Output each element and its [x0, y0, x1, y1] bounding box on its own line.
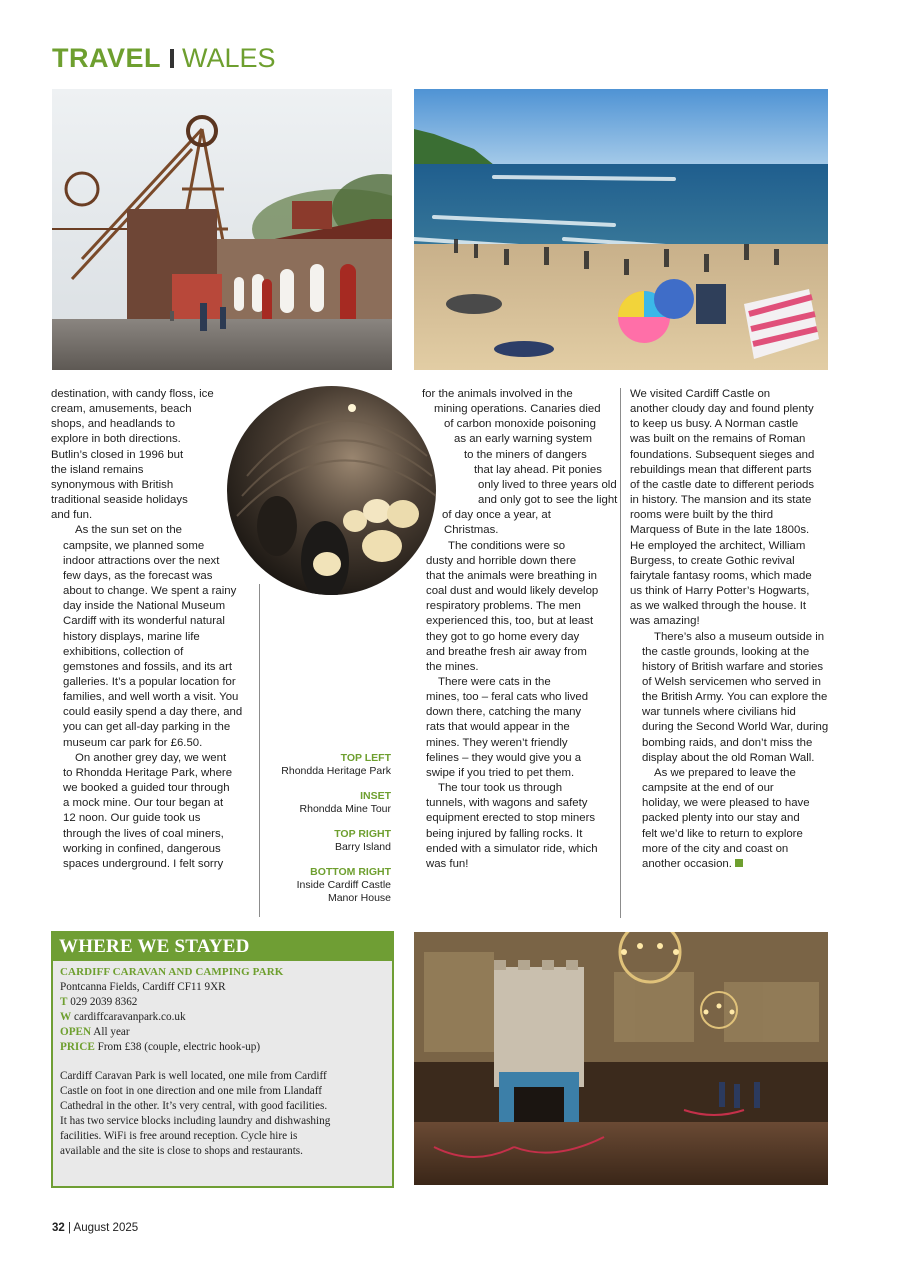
text-line: felt we’d like to return to explore	[642, 827, 803, 840]
text-line: available and the site is close to shops and restaurants.	[60, 1145, 303, 1157]
text-line: experienced this, too, but at least	[426, 615, 594, 628]
photo-barry-island	[414, 89, 828, 370]
paragraph	[414, 387, 618, 539]
paragraph	[414, 675, 614, 781]
text-line: day inside the National Museum	[63, 600, 226, 613]
column-rule	[620, 388, 621, 918]
paragraph	[51, 387, 243, 523]
text-line: There’s also a museum outside in	[654, 630, 825, 643]
text-line: that lay ahead. Pit ponies	[474, 463, 602, 476]
park-website: W cardiffcaravanpark.co.uk	[60, 1011, 186, 1023]
text-line: swipe if you tried to pet them.	[426, 766, 575, 779]
text-line: of Welsh servicemen who served in	[642, 675, 821, 688]
caption	[258, 866, 391, 905]
text-line: We visited Cardiff Castle on	[630, 388, 771, 400]
text-line: that the animals were breathing in	[426, 569, 597, 582]
text-line: mines. They weren’t friendly	[426, 736, 568, 749]
text-line: It has two service blocks including laundry and dishwashing	[60, 1115, 331, 1127]
photo-castle-hall	[414, 932, 828, 1185]
text-line: more of the city and coast on	[642, 842, 789, 855]
text-line: mining operations. Canaries died	[434, 403, 601, 416]
text-line: to the miners of dangers	[464, 448, 587, 461]
page-number: 32	[52, 1222, 65, 1234]
text-line: bombing raids, and don’t miss the	[642, 736, 813, 749]
text-line: display about the old Roman Wall.	[642, 751, 815, 764]
text-line: being injured by falling rocks. It	[426, 827, 583, 840]
text-line: rats that would appear in the	[426, 721, 570, 734]
text-line: museum car park for £6.50.	[63, 736, 203, 749]
text-line: facilities. WiFi is free around reception. Cycle hire is	[60, 1130, 298, 1142]
text-line: exhibitions, collection of	[63, 645, 184, 658]
caption-text: Rhondda Heritage Park	[281, 765, 391, 777]
text-line: felines – they would give you a	[426, 751, 582, 764]
caption-position: TOP RIGHT	[334, 828, 391, 840]
text-line: cream, amusements, beach	[51, 403, 192, 416]
text-line: The conditions were so	[448, 539, 566, 552]
text-line: during the Second World War, during	[642, 721, 829, 734]
text-line: mines, too – feral cats who lived	[426, 691, 589, 704]
photo-captions	[258, 752, 391, 917]
text-line: ended with a simulator ride, which	[426, 842, 598, 855]
where-we-stayed-box	[51, 931, 394, 1188]
text-line: down there, catching the many	[426, 706, 582, 719]
text-line: On another grey day, we went	[75, 751, 227, 764]
text-line: another cloudy day and found plenty	[630, 403, 814, 416]
text-line: another occasion.	[630, 857, 835, 872]
text-line: packed plenty into our stay and	[642, 812, 800, 825]
text-line: Burgess, to create Gothic revival	[630, 554, 795, 567]
text-line: you can get all-day parking in the	[63, 721, 231, 734]
paragraph	[51, 523, 243, 750]
text-line: the island remains	[51, 463, 144, 476]
text-line: shops, and headlands to	[51, 418, 176, 431]
text-line: to keep us busy. A Norman castle	[630, 418, 799, 431]
text-line: destination, with candy floss, ice	[51, 388, 214, 400]
park-name: CARDIFF CARAVAN AND CAMPING PARK	[60, 966, 284, 978]
text-line: could easily spend a day there, and	[63, 706, 243, 719]
section-title: TRAVEL	[52, 43, 161, 73]
where-we-stayed-heading: WHERE WE STAYED	[53, 933, 392, 961]
paragraph	[630, 630, 835, 766]
text-line: campsite, we planned some	[63, 539, 205, 552]
body-column-3	[630, 387, 835, 872]
park-address: Pontcanna Fields, Cardiff CF11 9XR	[60, 981, 226, 993]
text-line: for the animals involved in the	[422, 388, 573, 400]
text-line: foundations. Subsequent sieges and	[630, 448, 815, 461]
text-line: dusty and horrible down there	[426, 554, 577, 567]
text-line: He employed the architect, William	[630, 539, 806, 552]
caption	[258, 790, 391, 816]
text-line: Cathedral in the other. It’s very central, with good facilities.	[60, 1100, 328, 1112]
end-marker-icon	[735, 859, 743, 867]
text-line: of carbon monoxide poisoning	[444, 418, 596, 431]
text-line: rebuildings mean that different parts	[630, 463, 812, 476]
text-line: history displays, marine life	[63, 630, 200, 643]
text-line: holiday, we were pleased to have	[642, 797, 810, 810]
issue-date: August 2025	[73, 1222, 139, 1234]
text-line: traditional seaside holidays	[51, 494, 188, 507]
section-header	[52, 42, 276, 74]
text-line: a mock mine. Our tour began at	[63, 797, 224, 810]
text-line: Butlin’s closed in 1996 but	[51, 448, 184, 461]
text-line: As the sun set on the	[75, 524, 183, 537]
text-line: was fun!	[426, 857, 469, 870]
text-line: Cardiff with its wonderful natural	[63, 615, 225, 628]
photo-heritage-park	[52, 89, 392, 370]
text-line: campsite at the end of our	[642, 782, 774, 795]
text-line: Christmas.	[444, 524, 499, 537]
caption	[258, 828, 391, 854]
text-line: coal dust and would likely develop	[426, 585, 599, 598]
text-line: indoor attractions over the next	[63, 554, 220, 567]
text-line: families, and well worth a visit. You	[63, 691, 239, 704]
text-line: rooms were built by the third	[630, 509, 774, 522]
caption-position: INSET	[360, 790, 391, 802]
park-phone: T 029 2039 8362	[60, 996, 138, 1008]
text-line: war tunnels where civilians hid	[642, 706, 796, 719]
header-divider	[170, 49, 174, 68]
text-line: explore in both directions.	[51, 433, 181, 446]
text-line: gemstones and fossils, and its art	[63, 660, 233, 673]
text-line: spaces underground. I felt sorry	[63, 857, 224, 870]
text-line: only lived to three years old	[478, 478, 617, 491]
park-price: PRICE From £38 (couple, electric hook-up)	[60, 1041, 261, 1053]
text-line: galleries. It’s a popular location for	[63, 675, 236, 688]
text-line: synonymous with British	[51, 478, 174, 491]
text-line: working in confined, dangerous	[63, 842, 221, 855]
park-description	[60, 1069, 385, 1159]
text-line: the mines.	[426, 660, 479, 673]
text-line: and only got to see the light	[478, 494, 618, 507]
text-line: they got to go home every day	[426, 630, 580, 643]
text-line: as we walked through the house. It	[630, 600, 807, 613]
text-line: respiratory problems. The men	[426, 600, 581, 613]
text-line: through the lives of coal miners,	[63, 827, 224, 840]
text-line: about to change. We spent a rainy	[63, 585, 237, 598]
text-line: history of British warfare and stories	[642, 660, 824, 673]
text-line: Castle on foot in one direction and one mile from Llandaff	[60, 1085, 323, 1097]
paragraph	[630, 766, 835, 872]
paragraph	[414, 539, 614, 675]
text-line: and fun.	[51, 509, 93, 522]
text-line: Marquess of Bute in the late 1800s.	[630, 524, 810, 537]
page-footer: 32 | August 2025	[52, 1222, 139, 1234]
caption-text: Barry Island	[334, 841, 391, 853]
text-line: as an early warning system	[454, 433, 593, 446]
text-line: us think of Harry Potter’s Hogwarts,	[630, 585, 810, 598]
text-line: was built on the remains of Roman	[630, 433, 806, 446]
text-line: equipment erected to stop miners	[426, 812, 596, 825]
text-line: of day once a year, at	[442, 509, 551, 522]
caption	[258, 752, 391, 778]
paragraph	[51, 751, 243, 872]
body-column-1	[51, 387, 243, 872]
body-column-2	[414, 387, 618, 872]
text-line: was amazing!	[630, 615, 700, 628]
caption-position: BOTTOM RIGHT	[310, 866, 391, 878]
text-line: tunnels, with wagons and safety	[426, 797, 588, 810]
caption-text: Rhondda Mine Tour	[299, 803, 391, 815]
text-line: and breathe fresh air away from	[426, 645, 587, 658]
topic-title: WALES	[182, 43, 276, 73]
paragraph	[630, 387, 835, 630]
text-line: There were cats in the	[438, 675, 551, 688]
text-line: As we prepared to leave the	[654, 766, 796, 779]
text-line: to Rhondda Heritage Park, where	[63, 766, 233, 779]
text-line: the British Army. You can explore the	[642, 691, 828, 704]
text-line: 12 noon. Our guide took us	[63, 812, 201, 825]
photo-mine-tour	[227, 386, 436, 595]
text-line: The tour took us through	[438, 782, 563, 795]
text-line: we booked a guided tour through	[63, 782, 230, 795]
caption-position: TOP LEFT	[340, 752, 391, 764]
caption-text: Inside Cardiff Castle Manor House	[296, 879, 391, 904]
text-line: of the castle date to different periods	[630, 478, 815, 491]
text-line: the castle grounds, looking at the	[642, 645, 810, 658]
text-line: in history. The mansion and its state	[630, 494, 812, 507]
text-line: few days, as the forecast was	[63, 569, 213, 582]
text-line: fairytale fantasy rooms, which made	[630, 569, 812, 582]
paragraph	[414, 781, 614, 872]
park-opening: OPEN All year	[60, 1026, 130, 1038]
text-line: Cardiff Caravan Park is well located, one mile from Cardiff	[60, 1070, 327, 1082]
